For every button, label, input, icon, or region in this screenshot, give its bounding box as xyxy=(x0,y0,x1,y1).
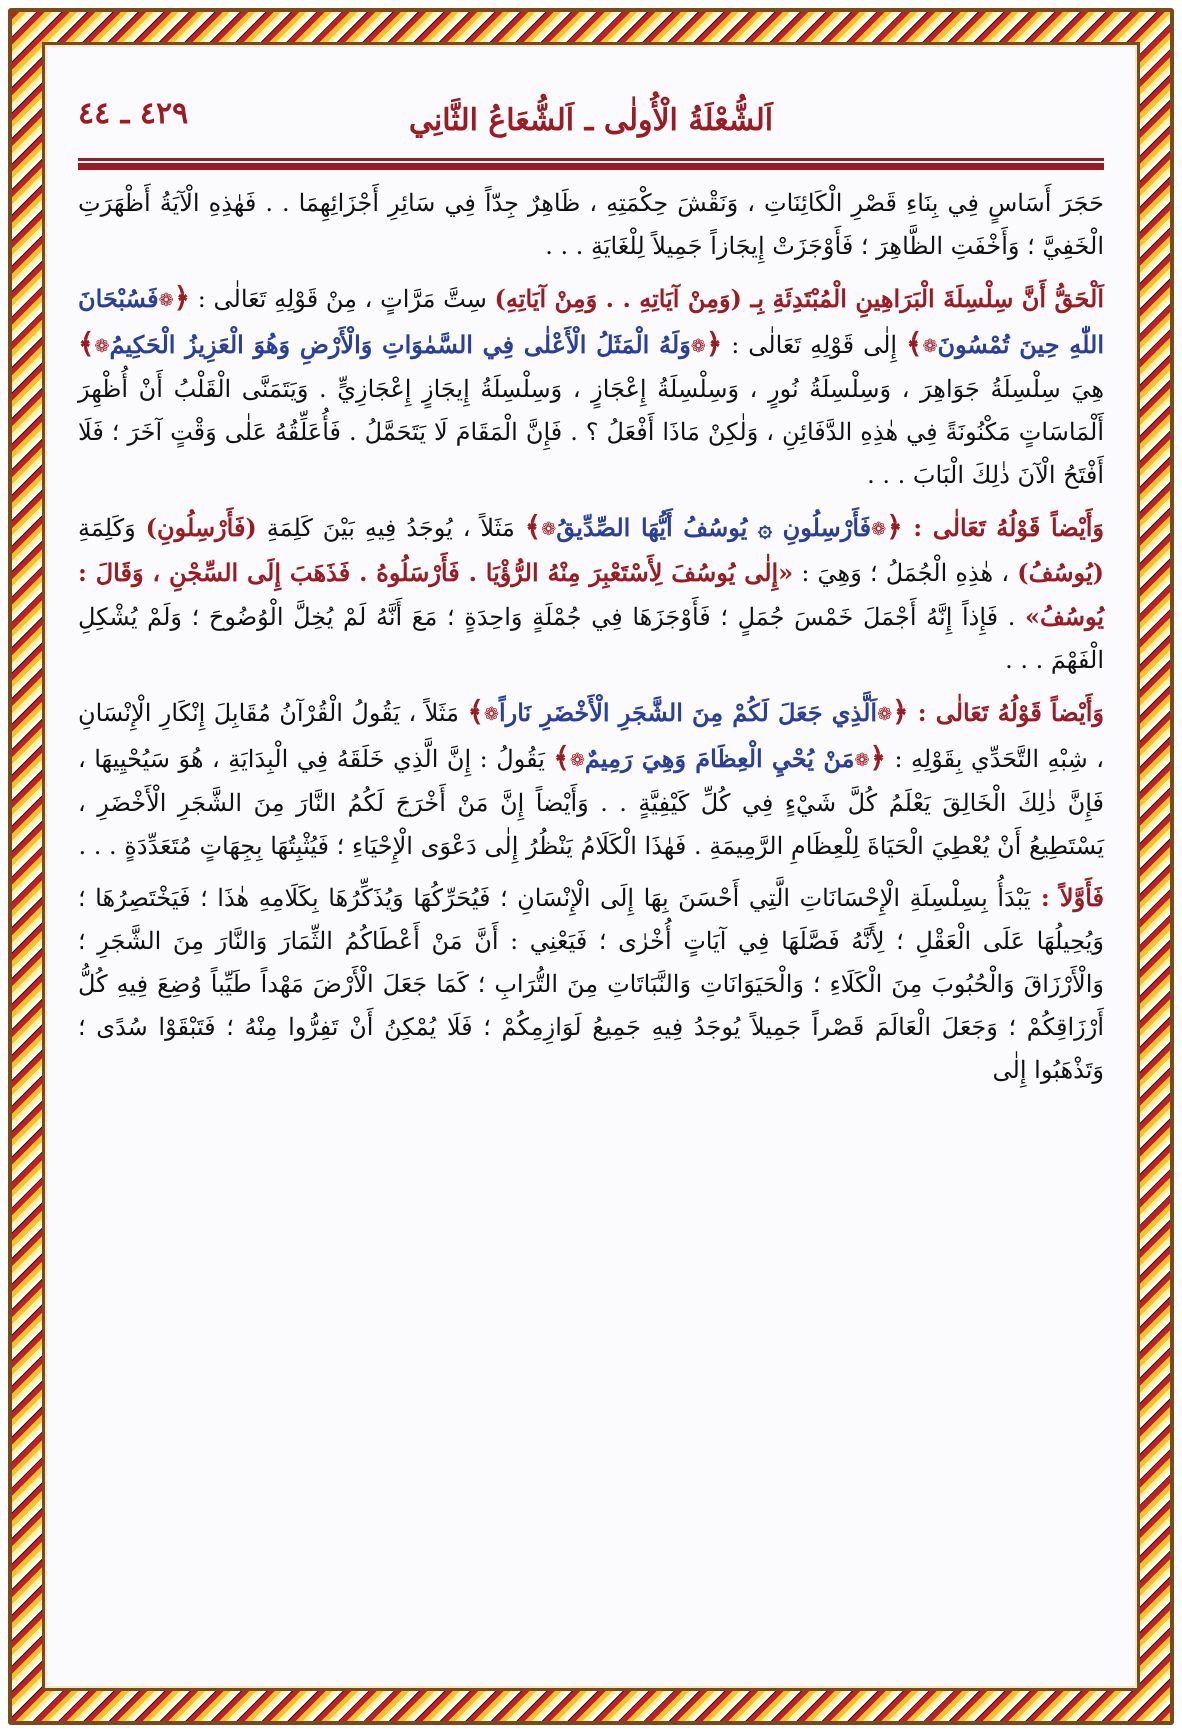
rosette-icon: ❁ xyxy=(854,750,870,771)
rosette-icon: ❁ xyxy=(569,750,585,771)
text-segment: وَكَلِمَةِ xyxy=(78,514,146,542)
text-segment: مَثَلاً ، يُوجَدُ فِيهِ بَيْنَ كَلِمَةِ xyxy=(256,514,525,542)
text-segment: يَبْدَأُ بِسِلْسِلَةِ الْإِحْسَانَاتِ الَّتِي أَحْسَنَ بِهَا إِلَى الْإِنْسَانِ ؛ فَيُحَرِّكُهَا وَيُذَكِّرُهَا بِكَلَامِهِ هٰذَا ؛ فَيَخْتَصِرُهَا ؛ وَيُحِيلُهَا عَلَى الْعَقْلِ ؛ لِأَنَّهُ فَصَّلَهَا فِي آيَاتٍ أُخْرٰى ؛ فَيَعْنِي : أَنَّ مَنْ أَعْطَاكُمُ الثِّمَارَ وَالنَّارَ مِنَ الشَّجَرِ ؛ وَالْأَرْزَاقَ وَالْحُبُوبَ مِنَ الْكَلَاءِ ؛ وَالْحَيَوَانَاتِ وَالنَّبَاتَاتِ مِنَ التُّرَابِ ؛ كَمَا جَعَلَ الْأَرْضَ مَهْداً طَيِّباً وُضِعَ فِيهِ كُلُّ أَرْزَاقِكُمْ ؛ وَجَعَلَ الْعَالَمَ قَصْراً جَمِيلاً يُوجَدُ فِيهِ جَمِيعُ لَوَازِمِكُمْ ؛ فَلَا يُمْكِنُ أَنْ تَفِرُّوا مِنْهُ ؛ فَتَبْقَوْا سُدًى ؛ وَتَذْهَبُوا إِلٰى xyxy=(78,884,1104,1084)
quran-verse: مَنْ يُحْيِ الْعِظَامَ وَهِيَ رَمِيمٌ xyxy=(584,744,855,773)
quran-bracket-close-icon: ﴾ xyxy=(467,695,484,728)
rosette-icon: ❁ xyxy=(871,519,887,540)
header-rule-thick xyxy=(78,163,1104,170)
text-segment: . فَإِذاً إِنَّهُ أَجْمَلَ خَمْسَ جُمَلٍ ؛ فَأَوْجَزَهَا فِي جُمْلَةٍ وَاحِدَةٍ ؛ مَعَ أَنَّهُ لَمْ يُخِلَّ الْوُضُوحَ ؛ وَلَمْ يُشْكِلِ الْفَهْمَ . . . xyxy=(78,603,1104,674)
text-segment: إِلٰى قَوْلِهِ تَعَالٰى : xyxy=(722,331,907,359)
highlighted-text: اَلْحَقُّ أَنَّ سِلْسِلَةَ الْبَرَاهِينِ الْمُبْتَدِئَةِ بِـ (وَمِنْ آيَاتِهِ . . وَمِنْ آيَاتِهِ) xyxy=(494,284,1104,313)
rosette-icon: ❁ xyxy=(483,704,499,725)
paragraph xyxy=(78,505,1104,682)
text-segment: هِيَ سِلْسِلَةُ جَوَاهِرَ ، وَسِلْسِلَةُ نُورٍ ، وَسِلْسِلَةُ إِعْجَازٍ ، وَسِلْسِلَةُ إِيجَازٍ إِعْجَازِيٍّ . وَيَتَمَنَّى الْقَلْبُ أَنْ أُظْهِرَ أَلْمَاسَاتٍ مَكْنُونَةً فِي هٰذِهِ الدَّفَائِنِ ، وَلٰكِنْ مَاذَا أَفْعَلُ ؟ . فَإِنَّ الْمَقَامَ لَا يَتَحَمَّلُ . فَأُعَلِّقُهُ عَلٰى وَقْتٍ آخَرَ ؛ فَلَا أَفْتَحُ الْآنَ ذٰلِكَ الْبَابَ . . . xyxy=(78,375,1104,489)
rosette-icon: ❁ xyxy=(158,290,174,311)
quran-verse: فَسُبْحَانَ اللّٰهِ حِينَ تُمْسُونَ xyxy=(78,284,1105,359)
highlighted-text: فَأَوَّلاً : xyxy=(1030,883,1104,912)
paragraph xyxy=(78,876,1104,1092)
text-segment: مَثَلاً ، يَقُولُ الْقُرْآنُ مُقَابِلَ إِنْكَارِ الْإِنْسَانِ ، شِبْهِ التَّحَدِّي بِقَوْلِهِ : xyxy=(78,699,1104,773)
quran-bracket-open-icon: ﴿ xyxy=(892,695,909,728)
page-content xyxy=(78,88,1104,1100)
quran-bracket-open-icon: ﴿ xyxy=(869,741,886,774)
page-header xyxy=(78,88,1104,152)
rosette-icon: ❁ xyxy=(541,519,557,540)
rosette-icon: ❁ xyxy=(690,336,706,357)
rosette-icon: ❁ xyxy=(94,336,110,357)
chapter-title: اَلشُّعْلَةُ الْأُولٰى ـ اَلشُّعَاعُ الثَّانِي xyxy=(408,102,774,138)
rosette-icon: ❁ xyxy=(877,704,893,725)
text-segment: سِتَّ مَرَّاتٍ ، مِنْ قَوْلِهِ تَعَالٰى : xyxy=(190,285,495,313)
text-segment: حَجَرَ أَسَاسٍ فِي بِنَاءِ قَصْرِ الْكَائِنَاتِ ، وَنَقْشَ حِكْمَتِهِ ، ظَاهِرٌ جِدّاً فِي سَائِرِ أَجْزَائِهِمَا . . فَهٰذِهِ الْآيَةُ أَظْهَرَتِ الْخَفِيَّ ؛ وَأَخْفَتِ الظَّاهِرَ ؛ فَأَوْجَزَتْ إِيجَازاً جَمِيلاً لِلْغَايَةِ . . . xyxy=(78,189,1104,260)
quran-bracket-open-icon: ﴿ xyxy=(173,281,191,314)
highlighted-text: وَأَيْضاً قَوْلُهُ تَعَالٰى : xyxy=(902,513,1105,542)
highlighted-text: وَأَيْضاً قَوْلُهُ تَعَالٰى : xyxy=(908,698,1104,727)
highlighted-text: (يُوسُفُ) xyxy=(1017,558,1104,587)
paragraph xyxy=(78,182,1104,268)
quran-bracket-close-icon: ﴾ xyxy=(78,327,95,360)
text-segment: يَقُولُ : إِنَّ الَّذِي خَلَقَهُ فِي الْبِدَايَةِ ، هُوَ سَيُحْيِيهَا ، فَإِنَّ ذٰلِكَ الْخَالِقَ يَعْلَمُ كُلَّ شَيْءٍ فِي كُلِّ كَيْفِيَّةٍ . . وَأَيْضاً إِنَّ مَنْ أَخْرَجَ لَكُمُ النَّارَ مِنَ الشَّجَرِ الْأَخْضَرِ ، يَسْتَطِيعُ أَنْ يُعْطِيَ الْحَيَاةَ لِلْعِظَامِ الرَّمِيمَةِ . فَهٰذَا الْكَلَامُ يَنْظُرُ إِلٰى دَعْوَى الْإِحْيَاءِ ؛ فَيُثْبِتُهَا بِجِهَاتٍ مُتَعَدِّدَةٍ . . . xyxy=(78,745,1104,860)
page-number: ٤٢٩ ـ ٤٤ xyxy=(78,96,189,131)
paragraph xyxy=(78,276,1104,497)
body-text xyxy=(78,182,1104,1092)
quran-bracket-open-icon: ﴿ xyxy=(886,510,903,543)
paragraph xyxy=(78,690,1104,868)
quran-bracket-close-icon: ﴾ xyxy=(553,741,570,774)
header-rule-thin xyxy=(78,158,1104,161)
quran-verse: فَأَرْسِلُونِ ۞ يُوسُفُ أَيُّهَا الصِّدِّيقُ xyxy=(556,513,872,542)
quran-verse: وَلَهُ الْمَثَلُ الْأَعْلٰى فِي السَّمٰوَاتِ وَالْأَرْضِ وَهُوَ الْعَزِيزُ الْحَكِيمُ xyxy=(109,330,691,359)
quran-bracket-close-icon: ﴾ xyxy=(906,327,923,360)
quran-bracket-open-icon: ﴿ xyxy=(705,327,723,360)
quran-verse: اَلَّذِي جَعَلَ لَكُمْ مِنَ الشَّجَرِ الْأَخْضَرِ نَاراً xyxy=(498,698,878,727)
highlighted-text: «إِلٰى يُوسُفَ لِأَسْتَعْبِرَ مِنْهُ الرُّؤْيَا . فَأَرْسَلُوهُ . فَذَهَبَ إِلَى السِّجْنِ ، وَقَالَ : يُوسُفُ» xyxy=(78,558,1105,631)
highlighted-text: (فَأَرْسِلُونِ) xyxy=(145,513,257,542)
quran-bracket-close-icon: ﴾ xyxy=(524,510,542,543)
rosette-icon: ❁ xyxy=(922,336,938,357)
text-segment: ، هٰذِهِ الْجُمَلُ ؛ وَهِيَ : xyxy=(793,559,1018,587)
